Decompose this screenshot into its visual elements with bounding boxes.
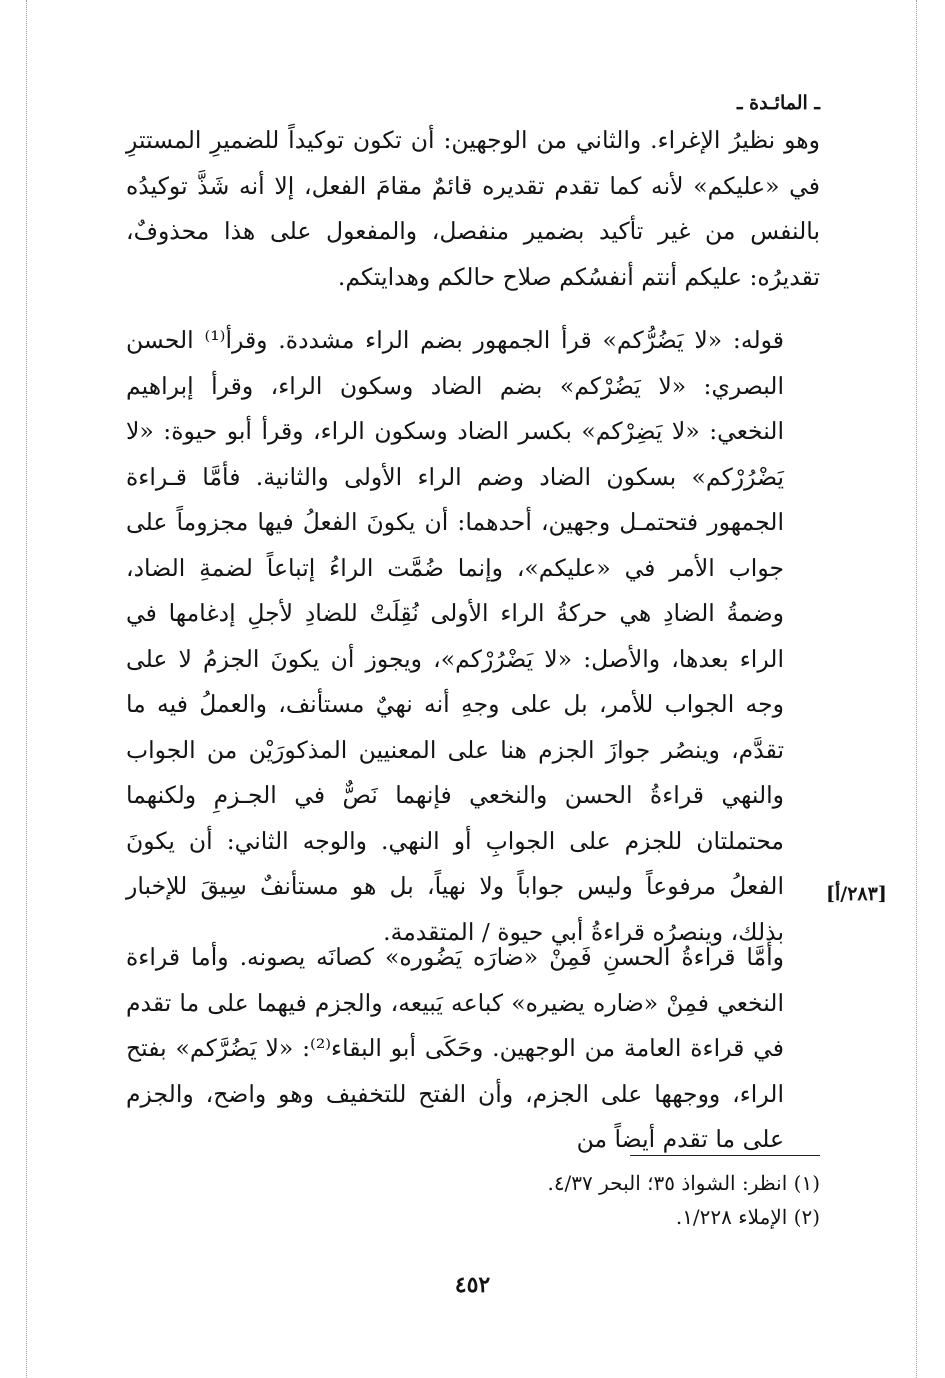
page-number: ٤٥٢ — [454, 1272, 491, 1298]
paragraph-2 — [126, 318, 820, 955]
running-head: ـ المائـدة ـ — [737, 92, 820, 114]
paragraph-1 — [126, 118, 820, 300]
footnote-separator — [630, 1155, 820, 1156]
paragraph-text: وهو نظيرُ الإغراء. والثاني من الوجهين: أن تكون توكيداً للضميرِ المستترِ في «عليكم» لأنه كما تقدم تقديره قائمٌ مقامَ الفعل، إلا أنه شَذَّ توكيدُه بالنفس من غير تأكيد بضمير منفصل، والمفعول على هذا محذوفٌ، تقديرُه: عليكم أنتم أنفسُكم صلاح حالكم وهدايتكم. — [126, 126, 820, 291]
manuscript-folio-reference: [٢٨٣/أ] — [826, 883, 887, 905]
footnote-1: (١) انظر: الشواذ ٣٥؛ البحر ٤/٣٧. — [547, 1171, 820, 1195]
left-margin-dotted-line — [26, 0, 27, 1378]
footnote-2: (٢) الإملاء ١/٢٢٨. — [675, 1205, 820, 1229]
paragraph-text: وأمَّا قراءةُ الحسنِ فَمِنْ «ضارَه يَضُوره» كصانَه يصونه. وأما قراءة النخعي فمِنْ «ضاره يضيره» كباعه يَبيعه، والجزم فيهما على ما تقدم في قراءة العامة من الوجهين. وحَكَى أبو البقاء⁽²⁾: «لا يَضُرَّكم» بفتح الراء، ووجهها على الجزم، وأن الفتح للتخفيف وهو واضح، والجزم على ما تقدم أيضاً من — [126, 943, 784, 1153]
right-margin-dotted-line — [916, 0, 917, 1378]
paragraph-text: قوله: «لا يَضُرُّكم» قرأ الجمهور بضم الراء مشددة. وقرأ⁽¹⁾ الحسن البصري: «لا يَضُرْكم» بضم الضاد وسكون الراء، وقرأ إبراهيم النخعي: «لا يَضِرْكم» بكسر الضاد وسكون الراء، وقرأ أبو حيوة: «لا يَضْرُرْكم» بسكون الضاد وضم الراء الأولى والثانية. فأمَّا قـراءة الجمهور فتحتمـل وجهين، أحدهما: أن يكونَ الفعلُ فيها مجزوماً على جواب الأمر في «عليكم»، وإنما ضُمَّت الراءُ إتباعاً لضمةِ الضاد، وضمةُ الضادِ هي حركةُ الراء الأولى نُقِلَتْ للضادِ لأجلِ إدغامها في الراء بعدها، والأصل: «لا يَضْرُرْكم»، ويجوز أن يكونَ الجزمُ لا على وجه الجواب للأمر، بل على وجهِ أنه نهيٌ مستأنف، والعملُ فيه ما تقدَّم، وينصُر جوازَ الجزم هنا على المعنيين المذكورَيْن من الجواب والنهي قراءةُ الحسن والنخعي فإنهما نَصٌّ في الجـزمِ ولكنهما محتملتان للجزم على الجوابِ أو النهي. والوجه الثاني: أن يكونَ الفعلُ مرفوعاً وليس جواباً ولا نهياً، بل هو مستأنفٌ سِيقَ للإخبار بذلك، وينصرُه قراءةُ أبي حيوة / المتقدمة. — [126, 326, 784, 946]
paragraph-3 — [126, 935, 820, 1163]
footnotes — [126, 1166, 820, 1234]
